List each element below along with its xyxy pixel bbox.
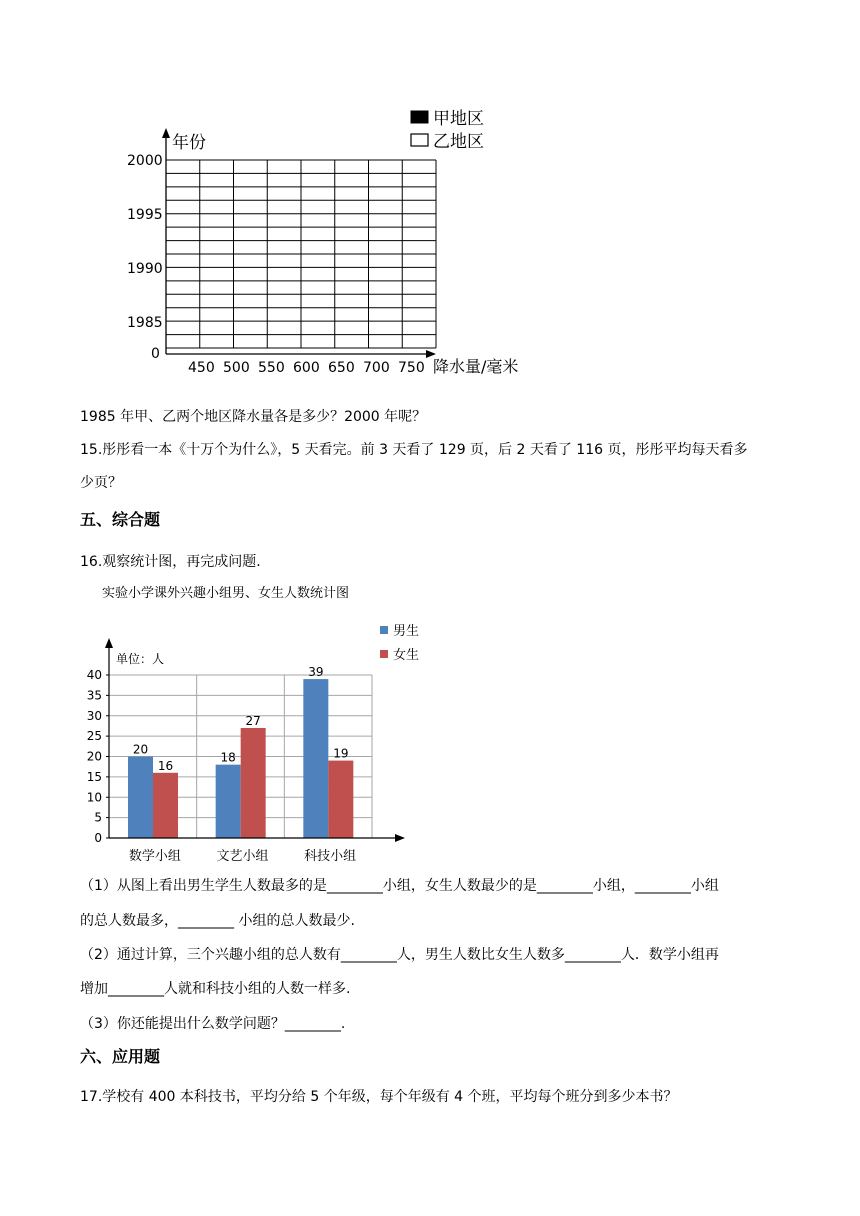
x-tick-label: 600 <box>293 360 320 376</box>
q16-part1-line2: 的总人数最多，________ 小组的总人数最少. <box>80 913 355 929</box>
legend-swatch-jia <box>411 111 428 123</box>
bar-girls-2 <box>241 728 266 838</box>
bar-girls-3 <box>328 761 353 838</box>
y-tick-label: 1990 <box>127 261 163 277</box>
q15-line2: 少页？ <box>80 475 122 491</box>
y-tick-label: 15 <box>86 769 102 784</box>
y-unit-label: 单位：人 <box>116 652 165 666</box>
bar-boys-1 <box>128 757 153 839</box>
y-tick-label: 2000 <box>127 153 163 169</box>
y-tick-label: 40 <box>86 668 102 682</box>
legend-swatch-boys <box>380 626 388 634</box>
category-label: 科技小组 <box>304 849 357 864</box>
bar-data-label: 19 <box>333 746 349 761</box>
section5-title: 五、综合题 <box>80 510 161 529</box>
y-tick-label: 10 <box>86 790 102 805</box>
x-tick-label: 750 <box>398 360 425 376</box>
bar-data-label: 16 <box>157 758 174 773</box>
y-tick-label: 1985 <box>127 315 163 331</box>
chart-title: 实验小学课外兴趣小组男、女生人数统计图 <box>102 586 350 601</box>
bar-data-label: 27 <box>245 713 261 728</box>
x-axis-title: 降水量/毫米 <box>433 357 519 376</box>
x-tick-label: 700 <box>363 360 390 376</box>
bar-chart-categories <box>129 848 356 864</box>
q16-part2-line1: （2）通过计算，三个兴趣小组的总人数有________人，男生人数比女生人数多________人．数学小组再 <box>80 947 719 963</box>
q16-part3: （3）你还能提出什么数学问题？________. <box>80 1016 346 1032</box>
q16-part1-line1: （1）从图上看出男生学生人数最多的是________小组，女生人数最少的是________小组，________小组 <box>80 878 719 894</box>
bar-girls-1 <box>153 773 178 838</box>
interest-group-bar-chart <box>80 574 440 874</box>
bar-chart-y-ticks <box>87 668 109 845</box>
legend-label-yi: 乙地区 <box>433 132 484 152</box>
y-axis-title: 年份 <box>172 133 206 153</box>
y-tick-label: 1995 <box>127 207 163 223</box>
x-tick-label: 550 <box>258 360 285 376</box>
q17-question: 17.学校有 400 本科技书，平均分给 5 个年级，每个年级有 4 个班，平均每个班分到多少本书？ <box>80 1089 678 1105</box>
bar-boys-3 <box>303 679 328 838</box>
legend-swatch-girls <box>380 650 388 658</box>
x-tick-label: 650 <box>328 360 355 376</box>
x-tick-label: 450 <box>188 360 215 376</box>
y-tick-label: 20 <box>86 749 102 764</box>
x-tick-label: 500 <box>223 360 250 376</box>
category-label: 文艺小组 <box>216 849 269 864</box>
bar-boys-2 <box>216 765 241 838</box>
bar-data-label: 20 <box>132 742 149 757</box>
q14-question: 1985 年甲、乙两个地区降水量各是多少？2000 年呢？ <box>80 409 427 425</box>
legend-label-girls: 女生 <box>393 648 420 663</box>
bar-y-axis-arrow <box>105 638 113 648</box>
y-tick-label: 30 <box>86 708 102 723</box>
q16-intro: 16.观察统计图，再完成问题. <box>80 554 261 570</box>
y-axis-arrow <box>162 128 170 138</box>
category-label: 数学小组 <box>128 849 181 864</box>
legend-label-boys: 男生 <box>393 624 420 639</box>
bar-x-axis-arrow <box>395 834 405 842</box>
y-tick-label: 0 <box>151 346 160 362</box>
q15-line1: 15.彤彤看一本《十万个为什么》，5 天看完。前 3 天看了 129 页，后 2 天看了 116 页，彤彤平均每天看多 <box>80 442 748 458</box>
q16-part2-line2: 增加________人就和科技小组的人数一样多. <box>80 981 351 997</box>
bar-data-label: 39 <box>308 665 324 680</box>
y-tick-label: 0 <box>94 831 102 845</box>
bar-data-label: 18 <box>220 750 236 765</box>
section6-title: 六、应用题 <box>80 1047 161 1066</box>
y-tick-label: 5 <box>94 810 102 825</box>
chart-grid <box>166 160 436 348</box>
legend-swatch-yi <box>411 134 428 146</box>
precipitation-grid-chart <box>110 100 550 390</box>
y-tick-label: 35 <box>86 688 102 703</box>
y-tick-label: 25 <box>86 729 102 744</box>
legend-label-jia: 甲地区 <box>433 109 484 129</box>
